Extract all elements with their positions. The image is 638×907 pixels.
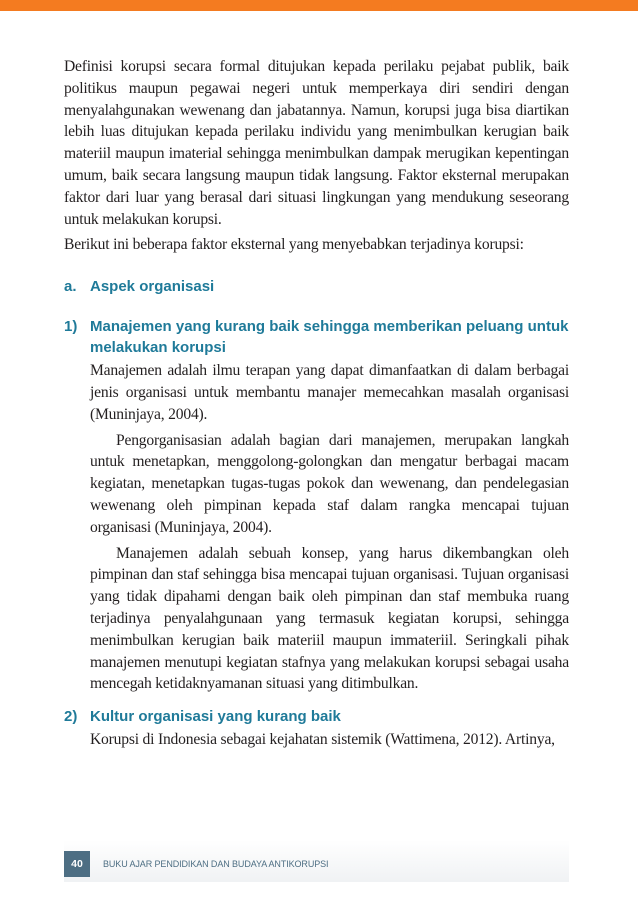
section-heading-organisasi	[64, 276, 569, 297]
subheading-manajemen	[64, 316, 569, 358]
manajemen-paragraph-3: Manajemen adalah sebuah konsep, yang harus dikembangkan oleh pimpinan dan staf sehingga bisa mencapai tujuan organisasi. Tujuan organisasi yang tidak dipahami dengan baik oleh pimpinan dan staf membuka ruang terjadinya penyalahgunaan yang termasuk kegiatan korupsi, sehingga menimbulkan kerugian baik materiil maupun immateriil. Seringkali pihak manajemen menutupi kegiatan stafnya yang melakukan korupsi sebagai usaha mencegah ketidaknyamanan situasi yang ditimbulkan.	[90, 544, 569, 693]
subheading-marker: 2)	[64, 708, 78, 726]
subheading-kultur	[64, 706, 569, 727]
kultur-paragraph: Korupsi di Indonesia sebagai kejahatan sistemik (Wattimena, 2012). Artinya,	[90, 731, 555, 749]
manajemen-body	[64, 360, 569, 695]
footer-book-title: BUKU AJAR PENDIDIKAN DAN BUDAYA ANTIKORUPSI	[103, 859, 329, 869]
section-marker: a.	[64, 278, 77, 296]
top-accent-bar	[0, 0, 638, 11]
manajemen-paragraph-2: Pengorganisasian adalah bagian dari manajemen, merupakan langkah untuk menetapkan, menggolong-golongkan dan mengatur berbagai macam kegiatan, menetapkan tugas-tugas pokok dan wewenang, dan pendelegasian wewenang oleh pimpinan kepada staf dalam rangka mencapai tujuan organisasi (Muninjaya, 2004).	[90, 431, 569, 536]
page-number: 40	[64, 851, 90, 877]
intro-paragraph: Definisi korupsi secara formal ditujukan kepada perilaku pejabat publik, baik politikus maupun pegawai negeri untuk memperkaya diri sendiri dengan menyalahgunakan wewenang dan jabatannya. Namun, korupsi juga bisa diartikan lebih luas ditujukan kepada perilaku individu yang menimbulkan kerugian baik materiil maupun imaterial sehingga menimbulkan dampak merugikan kepentingan umum, baik secara langsung maupun tidak langsung. Faktor eksternal merupakan faktor dari luar yang berasal dari situasi lingkungan yang mendukung seseorang untuk melakukan korupsi.	[64, 58, 569, 228]
subheading-marker: 1)	[64, 318, 78, 336]
kultur-body	[64, 729, 569, 751]
section-title: Aspek organisasi	[90, 278, 215, 296]
subheading-title: Manajemen yang kurang baik sehingga memberikan peluang untuk melakukan korupsi	[90, 318, 569, 357]
manajemen-paragraph-1: Manajemen adalah ilmu terapan yang dapat dimanfaatkan di dalam berbagai jenis organisasi untuk membantu manajer memecahkan masalah organisasi (Muninjaya, 2004).	[90, 362, 569, 423]
subheading-title: Kultur organisasi yang kurang baik	[90, 708, 341, 726]
page-content	[64, 56, 569, 751]
factors-intro: Berikut ini beberapa faktor eksternal yang menyebabkan terjadinya korupsi:	[64, 236, 524, 254]
